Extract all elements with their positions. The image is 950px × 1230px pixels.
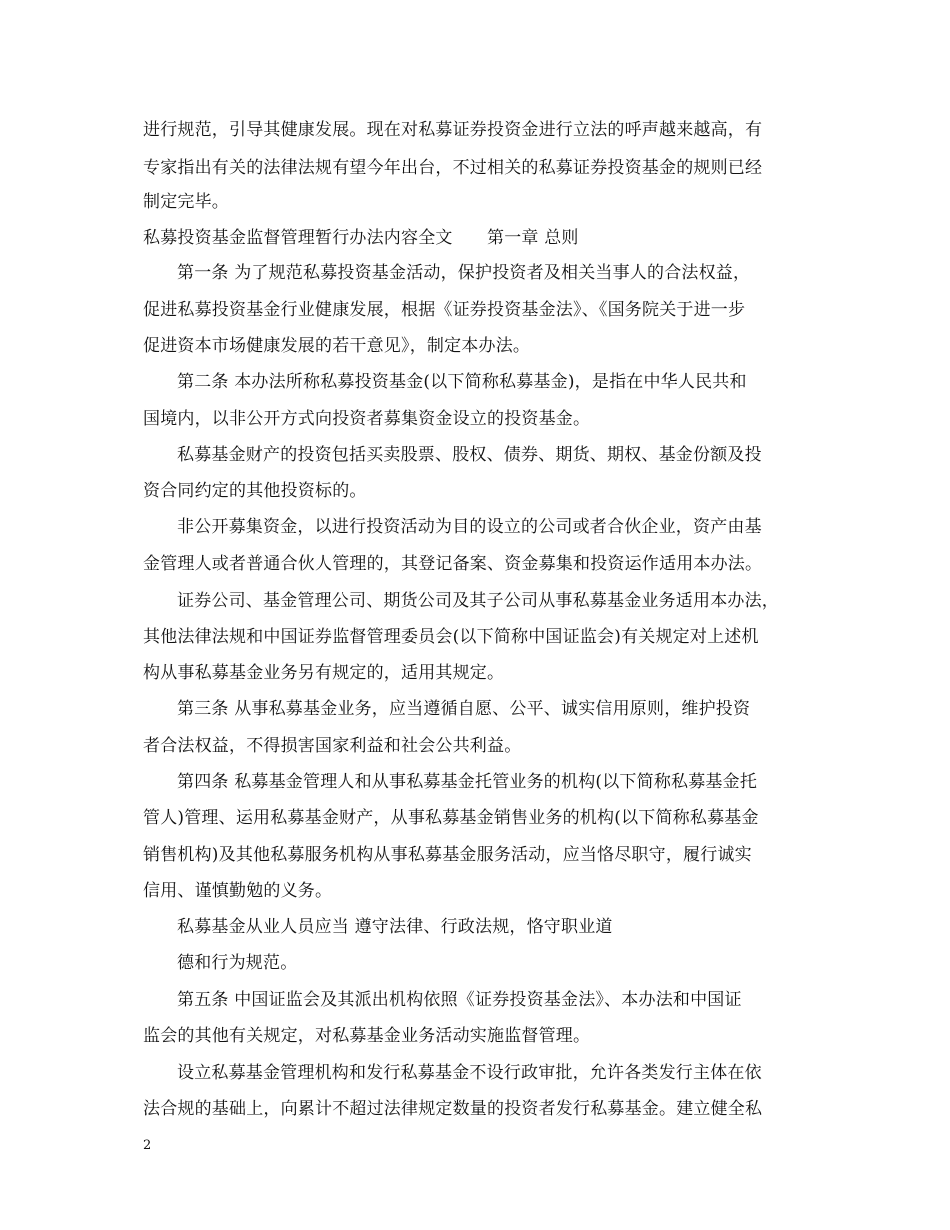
paragraph-line: 设立私募基金管理机构和发行私募基金不设行政审批，允许各类发行主体在依 bbox=[177, 1063, 762, 1083]
article-line: 第五条 中国证监会及其派出机构依照《证券投资基金法》、本办法和中国证 bbox=[177, 990, 742, 1010]
text-line: 促进资本市场健康发展的若干意见》，制定本办法。 bbox=[143, 336, 531, 356]
text-line: 促进私募投资基金行业健康发展，根据《证券投资基金法》、《国务院关于进一步 bbox=[143, 300, 746, 320]
text-line: 销售机构)及其他私募服务机构从事私募基金服务活动，应当恪尽职守，履行诚实 bbox=[143, 845, 752, 865]
paragraph-line: 非公开募集资金，以进行投资活动为目的设立的公司或者合伙企业，资产由基 bbox=[177, 517, 762, 537]
text-line: 信用、谨慎勤勉的义务。 bbox=[143, 881, 333, 901]
text-line: 者合法权益，不得损害国家利益和社会公共利益。 bbox=[143, 736, 522, 756]
text-line: 制定完毕。 bbox=[143, 192, 229, 212]
text-line: 法合规的基础上，向累计不超过法律规定数量的投资者发行私募基金。建立健全私 bbox=[143, 1099, 763, 1119]
text-line: 金管理人或者普通合伙人管理的，其登记备案、资金募集和投资运作适用本办法。 bbox=[143, 554, 763, 574]
text-line: 国境内，以非公开方式向投资者募集资金设立的投资基金。 bbox=[143, 409, 591, 429]
text-line: 监会的其他有关规定，对私募基金业务活动实施监督管理。 bbox=[143, 1026, 591, 1046]
text-line: 其他法律法规和中国证券监督管理委员会(以下简称中国证监会)有关规定对上述机 bbox=[143, 627, 759, 647]
text-line: 专家指出有关的法律法规有望今年出台，不过相关的私募证券投资基金的规则已经 bbox=[143, 158, 763, 178]
text-line: 构从事私募基金业务另有规定的，适用其规定。 bbox=[143, 663, 505, 683]
text-line: 进行规范，引导其健康发展。现在对私募证券投资金进行立法的呼声越来越高，有 bbox=[143, 120, 763, 140]
paragraph-line: 私募基金财产的投资包括买卖股票、股权、债券、期货、期权、基金份额及投 bbox=[177, 445, 762, 465]
text-line: 管人)管理、运用私募基金财产，从事私募基金销售业务的机构(以下简称私募基金 bbox=[143, 808, 759, 828]
paragraph-line: 私募基金从业人员应当 遵守法律、行政法规，恪守职业道 bbox=[177, 917, 613, 937]
text-line: 资合同约定的其他投资标的。 bbox=[143, 481, 367, 501]
paragraph-line: 证券公司、基金管理公司、期货公司及其子公司从事私募基金业务适用本办法， bbox=[177, 591, 779, 611]
text-line: 德和行为规范。 bbox=[177, 953, 298, 973]
article-line: 第一条 为了规范私募投资基金活动，保护投资者及相关当事人的合法权益， bbox=[177, 263, 751, 283]
article-line: 第四条 私募基金管理人和从事私募基金托管业务的机构(以下简称私募基金托 bbox=[177, 772, 758, 792]
article-line: 第三条 从事私募基金业务，应当遵循自愿、公平、诚实信用原则，维护投资 bbox=[177, 699, 751, 719]
chapter-heading: 私募投资基金监督管理暂行办法内容全文 第一章 总则 bbox=[143, 228, 579, 248]
article-line: 第二条 本办法所称私募投资基金(以下简称私募基金)，是指在中华人民共和 bbox=[177, 372, 747, 392]
page-number: 2 bbox=[143, 1138, 152, 1153]
